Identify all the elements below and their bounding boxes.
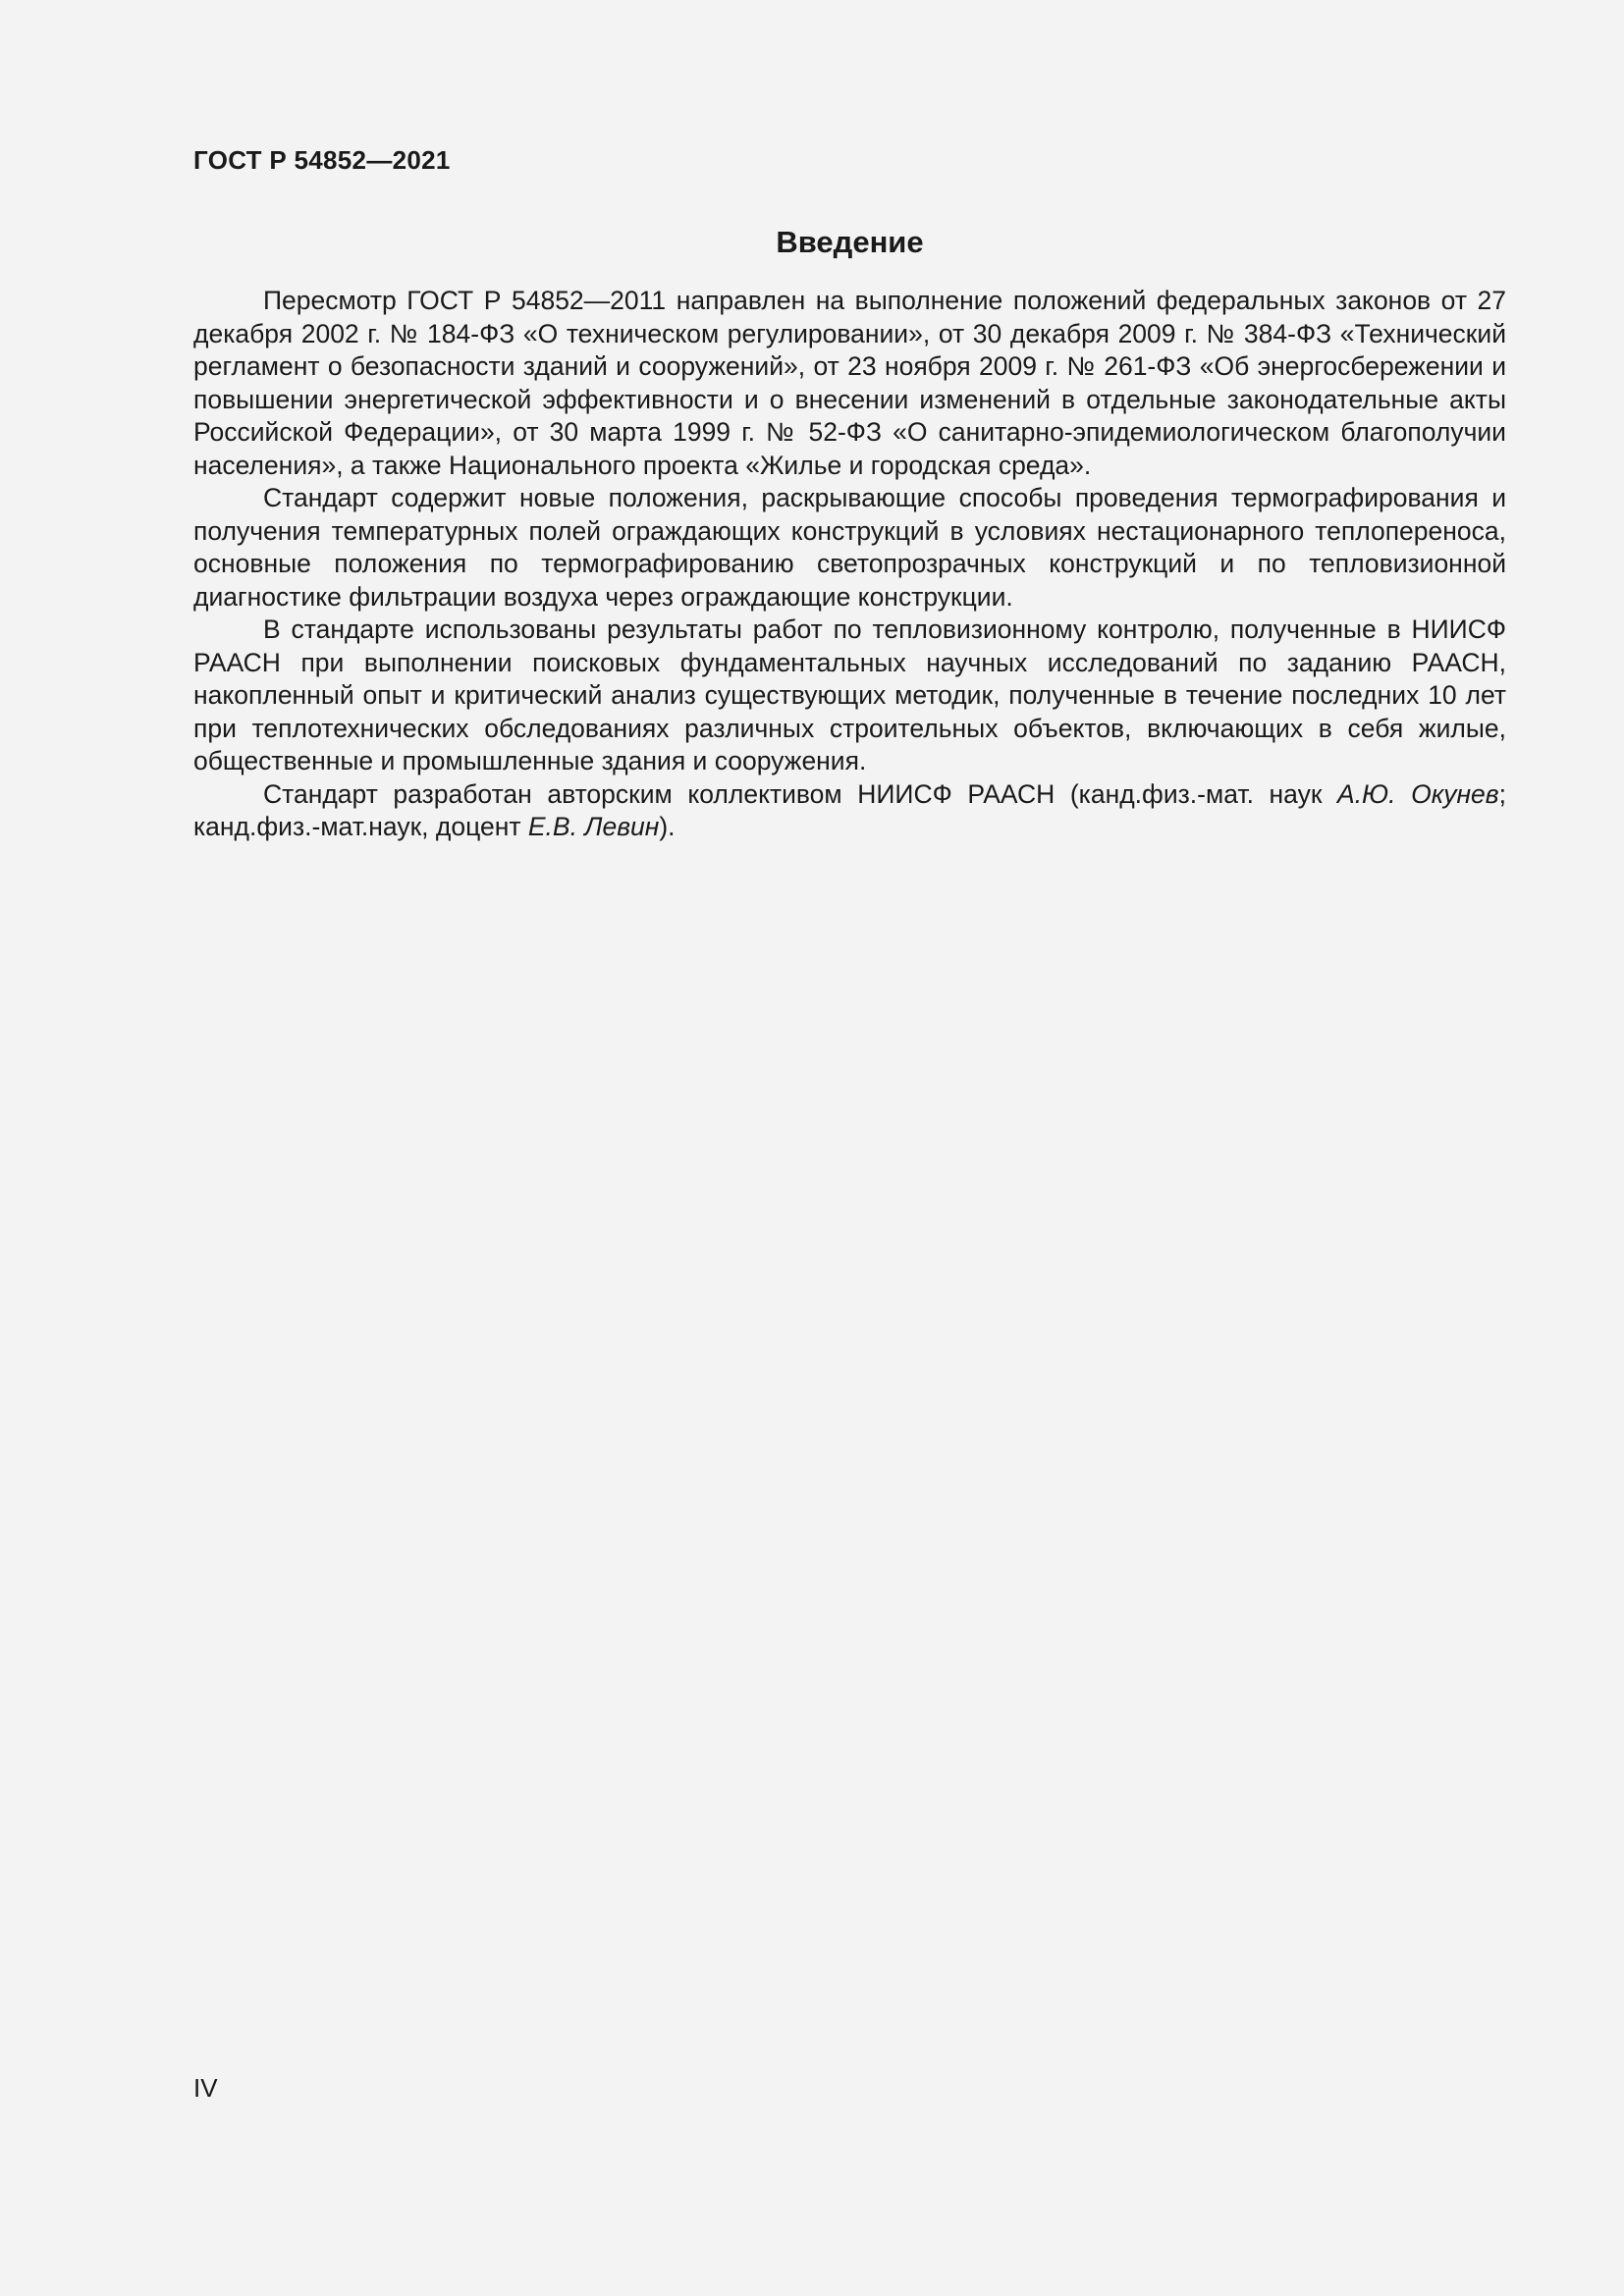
- authors-text-middle: ; канд.физ.-мат.наук, доцент: [193, 778, 1506, 841]
- document-header: ГОСТ Р 54852—2021: [193, 145, 451, 175]
- authors-text-after: ).: [659, 812, 676, 841]
- page-number: IV: [193, 2073, 218, 2103]
- document-body: [193, 285, 1506, 844]
- paragraph: Пересмотр ГОСТ Р 54852—2011 направлен на выполнение положений федеральных законов от 27 декабря 2002 г. № 184-ФЗ «О техническом регулировании», от 30 декабря 2009 г. № 384-ФЗ «Технический регламент о безопасности зданий и сооружений», от 23 ноября 2009 г. № 261-ФЗ «Об энергосбережении и повышении энергетической эффективности и о внесении изменений в отдельные законодательные акты Российской Федерации», от 30 марта 1999 г. № 52-ФЗ «О санитарно-эпидемиологическом благополучии населения», а также Национального проекта «Жилье и городская среда».: [193, 286, 1506, 480]
- author-name: А.Ю. Окунев: [1337, 778, 1499, 809]
- paragraph: Стандарт содержит новые положения, раскрывающие способы проведения термографирования и получения температурных полей ограждающих конструкций в условиях нестационарного теплопереноса, основные положения по термографированию светопрозрачных конструкций и по тепловизионной диагностике фильтрации воздуха через ограждающие конструкции.: [193, 483, 1506, 612]
- author-name: Е.В. Левин: [527, 812, 660, 841]
- paragraph-authors: [193, 778, 1506, 844]
- paragraph: В стандарте использованы результаты работ по тепловизионному контролю, полученные в НИИСФ РААСН при выполнении поисковых фундаментальных научных исследований по заданию РААСН, накопленный опыт и критический анализ существующих методик, полученные в течение последних 10 лет при теплотехнических обследованиях различных строительных объектов, включающих в себя жилые, общественные и промышленные здания и сооружения.: [193, 614, 1506, 775]
- authors-text-before: Стандарт разработан авторским коллективом НИИСФ РААСН (канд.физ.-мат. наук: [263, 778, 1338, 809]
- section-title: Введение: [776, 225, 924, 259]
